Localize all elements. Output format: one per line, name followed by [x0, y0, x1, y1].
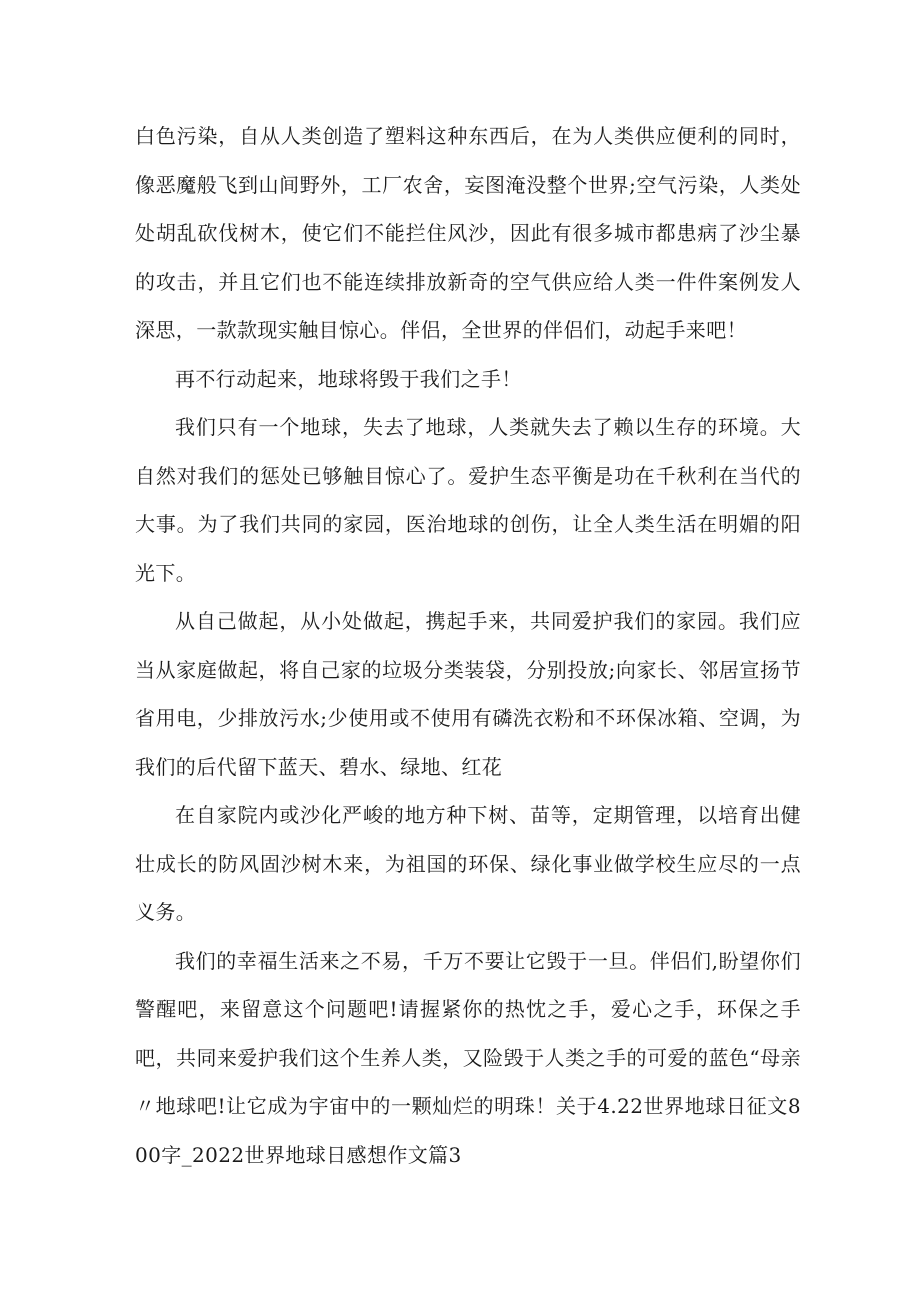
paragraph-white-pollution: 白色污染，自从人类创造了塑料这种东西后，在为人类供应便利的同时，像恶魔般飞到山间野外，工厂农舍，妄图淹没整个世界;空气污染，人类处处胡乱砍伐树木，使它们不能拦住风沙，因此有很多城市都患病了沙尘暴的攻击，并且它们也不能连续排放新奇的空气供应给人类一件件案例发人深思，一款款现实触目惊心。伴侣，全世界的伴侣们，动起手来吧！	[135, 124, 801, 342]
paragraph-plant-trees: 在自家院内或沙化严峻的地方种下树、苗等，定期管理，以培育出健壮成长的防风固沙树木来，为祖国的环保、绿化事业做学校生应尽的一点义务。	[135, 803, 801, 924]
paragraph-call-to-action: 再不行动起来，地球将毁于我们之手！	[175, 366, 522, 391]
document-body	[135, 112, 801, 1179]
paragraph-start-from-self: 从自己做起，从小处做起，携起手来，共同爱护我们的家园。我们应当从家庭做起，将自己家的垃圾分类装袋，分别投放;向家长、邻居宣扬节省用电，少排放污水;少使用或不使用有磷洗衣粉和不环保冰箱、空调，为我们的后代留下蓝天、碧水、绿地、红花	[135, 609, 801, 779]
paragraph-happy-life: 我们的幸福生活来之不易，千万不要让它毁于一旦。伴侣们,盼望你们警醒吧，来留意这个问题吧!请握紧你的热忱之手，爱心之手，环保之手吧，共同来爱护我们这个生养人类，又险毁于人类之手的可爱的蓝色“母亲〃地球吧!让它成为宇宙中的一颗灿烂的明珠！关于4.22世界地球日征文800字_2022世界地球日感想作文篇3	[135, 948, 801, 1167]
paragraph-one-earth: 我们只有一个地球，失去了地球，人类就失去了赖以生存的环境。大自然对我们的惩处已够触目惊心了。爱护生态平衡是功在千秋利在当代的大事。为了我们共同的家园，医治地球的创伤，让全人类生活在明媚的阳光下。	[135, 415, 801, 585]
